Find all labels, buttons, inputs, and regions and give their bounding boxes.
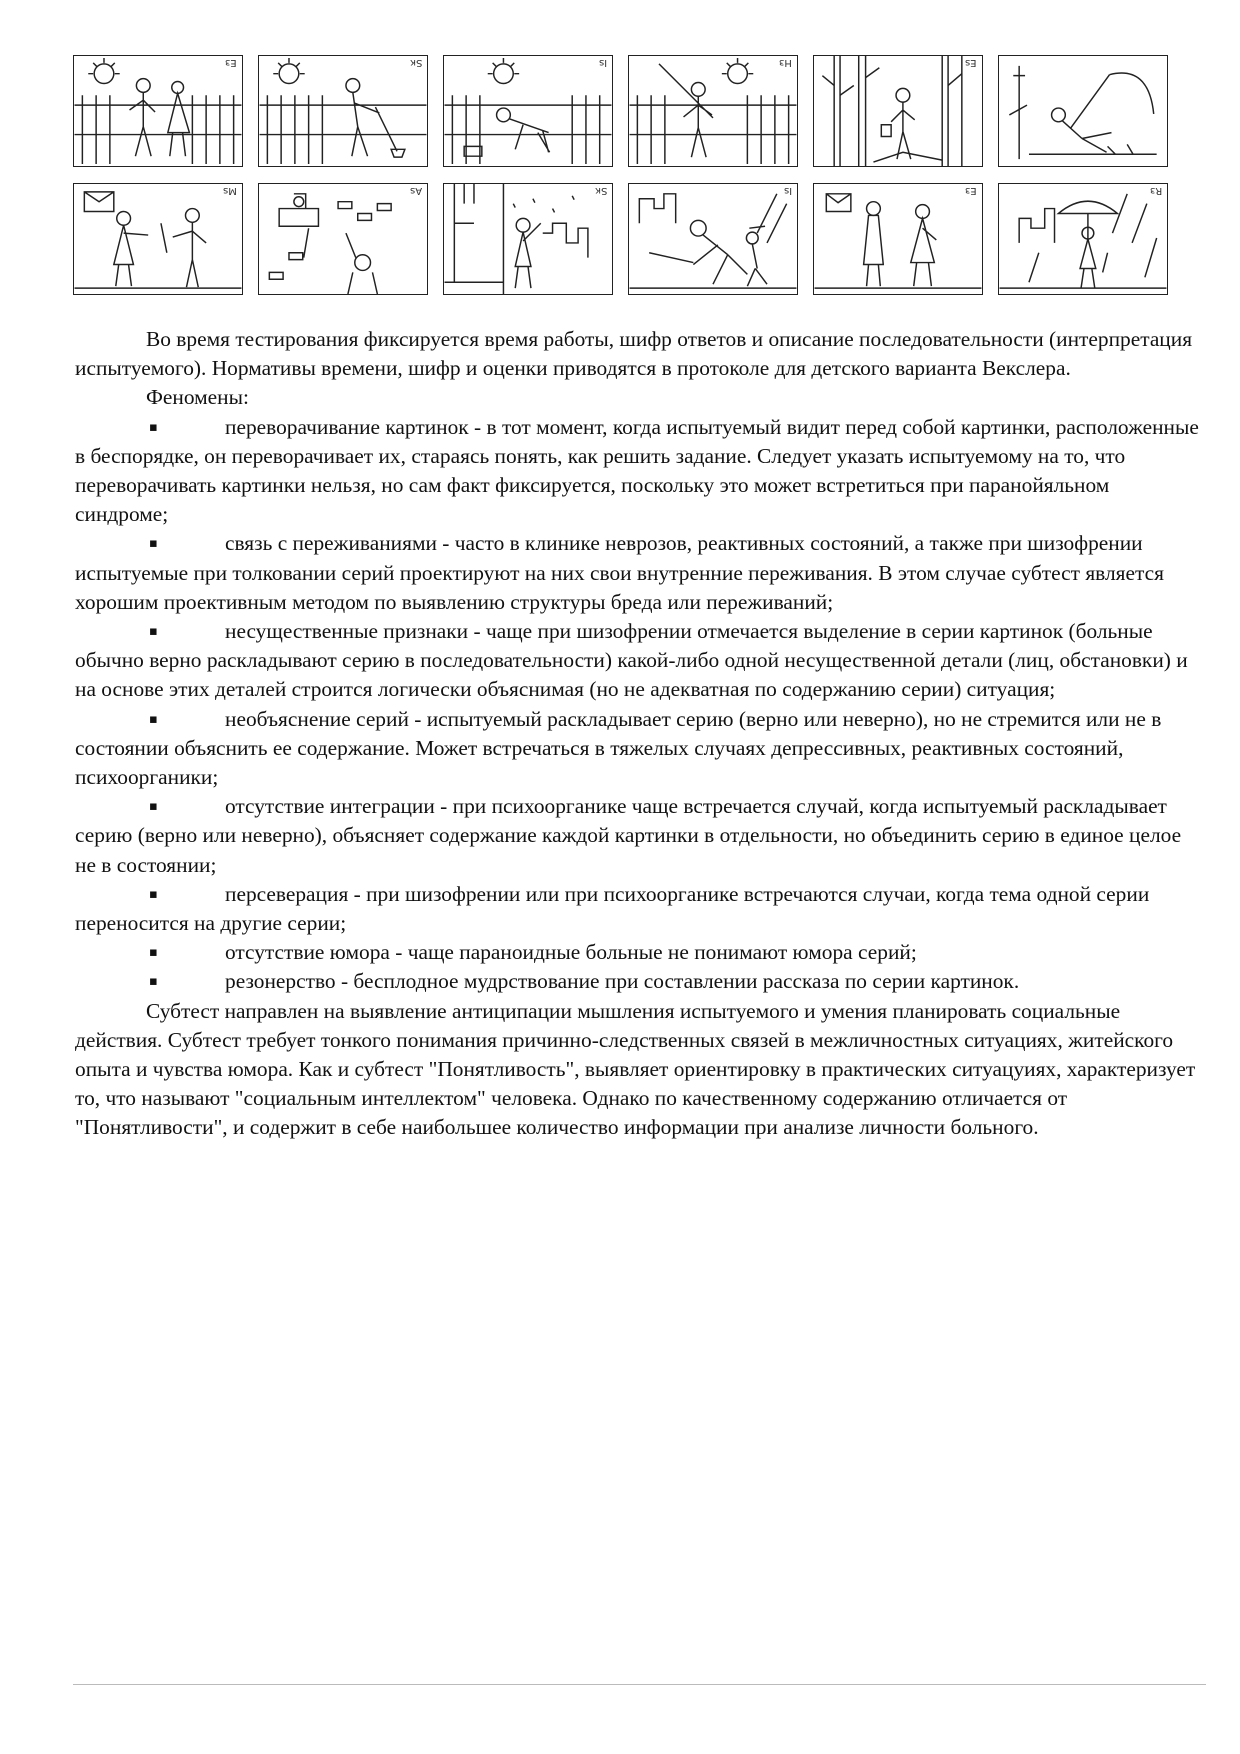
conclusion-paragraph: Субтест направлен на выявление антиципации мышления испытуемого и умения планировать социальные действия. Субтест требует тонкого понимания причинно-следственных связей в межличностных ситуациях, житейского опыта и чувства юмора. Как и субтест "Понятливость", выявляет ориентировку в практических ситуацуиях, характеризует то, что называют "социальным интеллектом" человека. Однако по качественному содержанию отличается от "Понятливости", и содержит в себе наибольшее количество информации при анализе личности больного. xyxy=(75,998,1196,1140)
couple-standing-illustration xyxy=(814,184,982,294)
list-item xyxy=(75,705,1205,793)
picture-card xyxy=(73,183,243,295)
list-item xyxy=(75,617,1205,705)
list-item xyxy=(75,529,1205,617)
list-item-text: переворачивание картинок - в тот момент, когда испытуемый видит перед собой картинки, расположенные в беспорядке, он переворачивает их, стараясь понять, как решить задание. Следует указать испытуемому на то, что переворачивать картинки нельзя, но сам факт фиксируется, поскольку это может встретиться при паранойяльном синдроме; xyxy=(75,414,1199,527)
bullet-icon: ▪ xyxy=(149,799,158,815)
sun-fence-digging-illustration xyxy=(259,56,427,166)
bullet-icon: ▪ xyxy=(149,419,158,435)
picture-card xyxy=(443,55,613,167)
list-item xyxy=(75,967,1205,996)
two-people-talking-illustration xyxy=(74,184,242,294)
footer-divider xyxy=(73,1684,1206,1685)
picture-label: Аs xyxy=(409,185,422,196)
picture-label: Ез xyxy=(965,185,977,196)
rain-by-wall-illustration xyxy=(444,184,612,294)
sitting-fishing-illustration xyxy=(999,56,1167,166)
picture-label: Sк xyxy=(409,57,422,68)
umbrella-rain-illustration xyxy=(999,184,1167,294)
picture-label: Is xyxy=(783,185,792,196)
intro-paragraph: Во время тестирования фиксируется время работы, шифр ответов и описание последовательности (интерпретация испытуемого). Нормативы времени, шифр и оценки приводятся в протоколе для детского варианта Векслера. xyxy=(75,327,1193,381)
bullet-icon: ▪ xyxy=(149,536,158,552)
picture-card xyxy=(258,183,428,295)
bullet-icon: ▪ xyxy=(149,945,158,961)
forest-walk-illustration xyxy=(814,56,982,166)
window-and-wall-illustration xyxy=(259,184,427,294)
picture-label: Еs xyxy=(965,57,977,68)
picture-card xyxy=(813,55,983,167)
list-item xyxy=(75,413,1205,530)
picture-label: Rз xyxy=(1149,185,1162,196)
picture-row-1 xyxy=(73,55,1168,167)
list-item xyxy=(75,938,1205,967)
sun-fence-crawling-illustration xyxy=(444,56,612,166)
list-item-text: отсутствие юмора - чаще параноидные больные не понимают юмора серий; xyxy=(225,940,917,965)
picture-label: Ms xyxy=(223,185,237,196)
list-item-text: отсутствие интеграции - при психоорганике чаще встречается случай, когда испытуемый раскладывает серию (верно или неверно), объясняет содержание каждой картинки в отдельности, но объединить серию в единое целое не в состоянии; xyxy=(75,794,1182,877)
picture-row-2 xyxy=(73,183,1168,295)
bullet-icon: ▪ xyxy=(149,974,158,990)
bullet-icon: ▪ xyxy=(149,886,158,902)
list-item-text: несущественные признаки - чаще при шизофрении отмечается выделение в серии картинок (больные обычно верно раскладывают серию в последовательности) какой-либо одной несущественной детали (лиц, обстановки) и на основе этих деталей строится логически объяснимая (но не адекватная по содержанию серии) ситуация; xyxy=(75,619,1188,702)
picture-label: Sк xyxy=(594,185,607,196)
picture-arrangement-figure xyxy=(73,55,1168,311)
phenomena-heading: Феномены: xyxy=(146,385,249,410)
list-item-text: резонерство - бесплодное мудрствование при составлении рассказа по серии картинок. xyxy=(225,969,1020,994)
picture-card xyxy=(258,55,428,167)
picture-label: Hз xyxy=(779,57,792,68)
list-item xyxy=(75,792,1205,880)
picture-label: Ез xyxy=(225,57,237,68)
bullet-icon: ▪ xyxy=(149,711,158,727)
picture-card xyxy=(998,183,1168,295)
list-item xyxy=(75,880,1205,938)
picture-label: Is xyxy=(598,57,607,68)
bullet-icon: ▪ xyxy=(149,624,158,640)
picture-card xyxy=(998,55,1168,167)
picture-card xyxy=(628,55,798,167)
list-item-text: необъяснение серий - испытуемый раскладывает серию (верно или неверно), но не стремится или не в состоянии объяснить ее содержание. Может встречаться в тяжелых случаях депрессивных, реактивных состояний, психоорганики; xyxy=(75,706,1162,790)
picture-card xyxy=(443,183,613,295)
sun-fence-fishing-rod-illustration xyxy=(629,56,797,166)
picture-card xyxy=(628,183,798,295)
picture-card xyxy=(813,183,983,295)
list-item-text: персеверация - при шизофрении или при психоорганике встречаются случаи, когда тема одной серии переносится на другие серии; xyxy=(75,881,1150,936)
document-body xyxy=(75,325,1205,1143)
list-item-text: связь с переживаниями - часто в клинике неврозов, реактивных состояний, а также при шизофрении испытуемые при толковании серий проектируют на них свои внутренние переживания. В этом случае субтест является хорошим проективным методом по выявлению структуры бреда или переживаний; xyxy=(75,531,1164,614)
sun-fence-couple-illustration xyxy=(74,56,242,166)
picture-card xyxy=(73,55,243,167)
running-chase-illustration xyxy=(629,184,797,294)
